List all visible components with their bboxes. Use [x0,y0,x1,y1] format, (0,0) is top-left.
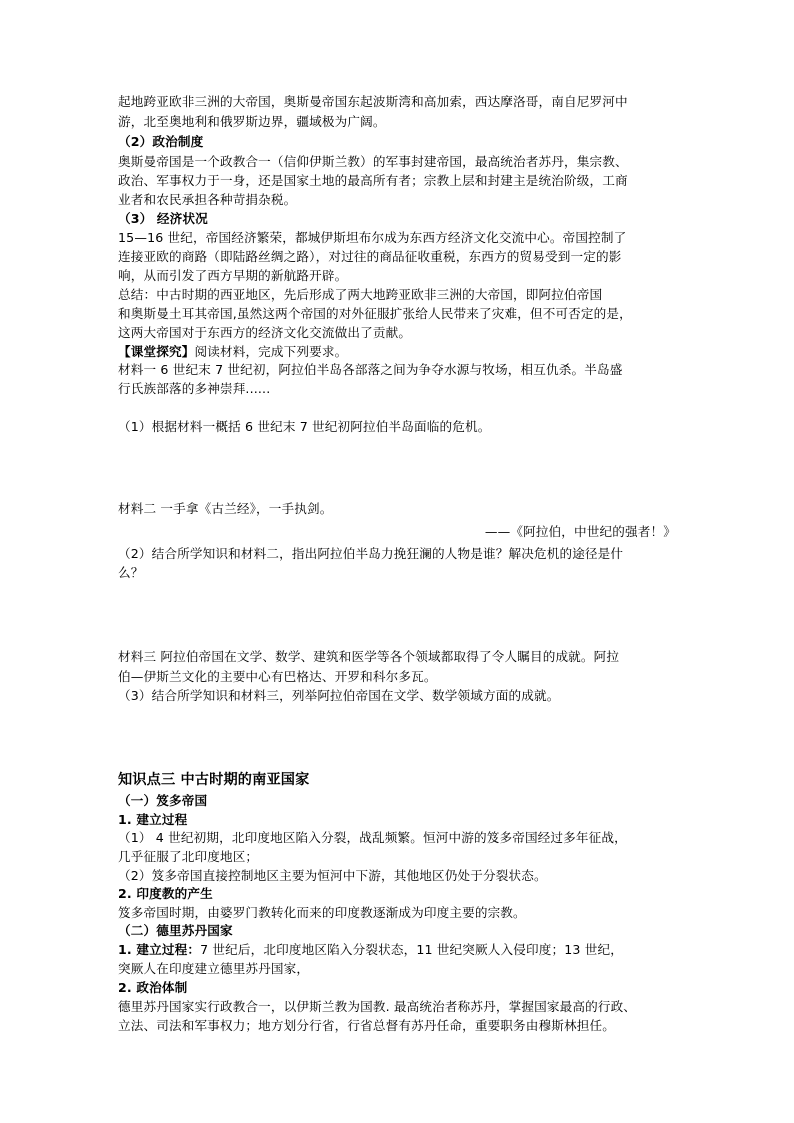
text-line: 连接亚欧的商路（即陆路丝绸之路），对过往的商品征收重税，东西方的贸易受到一定的影 [118,249,622,264]
text-line [118,941,623,959]
text-line: 响，从而引发了西方早期的新航路开辟。 [118,268,348,283]
summary-line: 这两大帝国对于东西方的经济文化交流做出了贡献。 [118,325,412,340]
text-line: 游，北至奥地利和俄罗斯边界，疆域极为广阔。 [118,114,386,129]
text-line: 德里苏丹国家实行政教合一，以伊斯兰教为国教. 最高统治者称苏丹，掌握国家最高的行政、 [118,999,637,1014]
material-two-source: ——《阿拉伯，中世纪的强者！》 [484,524,676,539]
section-heading: （3） 经济状况 [118,211,208,226]
item-heading-inline: 1. 建立过程： [118,942,201,957]
item-text: 7 世纪后，北印度地区陷入分裂状态，11 世纪突厥人入侵印度；13 世纪， [200,942,623,957]
knowledge-point-heading: 知识点三 中古时期的南亚国家 [118,772,310,788]
item-heading: 2. 政治体制 [118,980,188,995]
text-line: 政治、军事权力于一身，还是国家土地的最高所有者；宗教上层和封建主是统治阶级，工商 [118,173,628,188]
item-heading: 1. 建立过程 [118,812,188,827]
material-two: 材料二 一手拿《古兰经》，一手执剑。 [118,501,333,516]
question-2-cont: 么？ [118,565,144,580]
text-line: 15—16 世纪，帝国经济繁荣，都城伊斯坦布尔成为东西方经济文化交流中心。帝国控制了 [118,230,627,245]
text-line: 突厥人在印度建立德里苏丹国家， [118,961,310,976]
classroom-inquiry-text: 阅读材料，完成下列要求。 [194,344,348,359]
classroom-inquiry-label: 【课堂探究】 [118,344,195,359]
summary-line: 总结：中古时期的西亚地区，先后形成了两大地跨亚欧非三洲的大帝国，即阿拉伯帝国 [118,287,603,302]
material-three-cont: 伯—伊斯兰文化的主要中心有巴格达、开罗和科尔多瓦。 [118,669,437,684]
text-line: 几乎征服了北印度地区； [118,849,259,864]
subsection-heading: （一）笈多帝国 [118,793,208,808]
subsection-heading: （二）德里苏丹国家 [118,923,233,938]
material-three: 材料三 阿拉伯帝国在文学、数学、建筑和医学等各个领域都取得了令人瞩目的成就。阿拉 [118,649,620,664]
question-3: （3）结合所学知识和材料三，列举阿拉伯帝国在文学、数学领域方面的成就。 [118,688,560,703]
text-line: 业者和农民承担各种苛捐杂税。 [118,192,297,207]
text-line: 奥斯曼帝国是一个政教合一（信仰伊斯兰教）的军事封建帝国，最高统治者苏丹，集宗教、 [118,154,628,169]
material-one-cont: 行氏族部落的多神崇拜...... [118,381,271,396]
item-heading: 2. 印度教的产生 [118,886,213,901]
text-line: 笈多帝国时期，由婆罗门教转化而来的印度教逐渐成为印度主要的宗教。 [118,905,526,920]
text-line: （1） 4 世纪初期，北印度地区陷入分裂，战乱频繁。恒河中游的笈多帝国经过多年征战， [118,830,627,845]
question-1: （1）根据材料一概括 6 世纪末 7 世纪初阿拉伯半岛面临的危机。 [118,419,491,434]
section-heading: （2）政治制度 [118,134,204,149]
text-line: 立法、司法和军事权力；地方划分行省，行省总督有苏丹任命，重要职务由穆斯林担任。 [118,1018,616,1033]
material-one: 材料一 6 世纪末 7 世纪初，阿拉伯半岛各部落之间为争夺水源与牧场，相互仇杀。半岛盛 [118,362,623,377]
classroom-inquiry [118,343,347,361]
question-2: （2）结合所学知识和材料二，指出阿拉伯半岛力挽狂澜的人物是谁？解决危机的途径是什 [118,546,624,561]
summary-line: 和奥斯曼土耳其帝国,虽然这两个帝国的对外征服扩张给人民带来了灾难，但不可否定的是， [118,306,632,321]
text-line: （2）笈多帝国直接控制地区主要为恒河中下游，其他地区仍处于分裂状态。 [118,868,547,883]
text-line: 起地跨亚欧非三洲的大帝国，奥斯曼帝国东起波斯湾和高加索，西达摩洛哥，南自尼罗河中 [118,94,628,109]
